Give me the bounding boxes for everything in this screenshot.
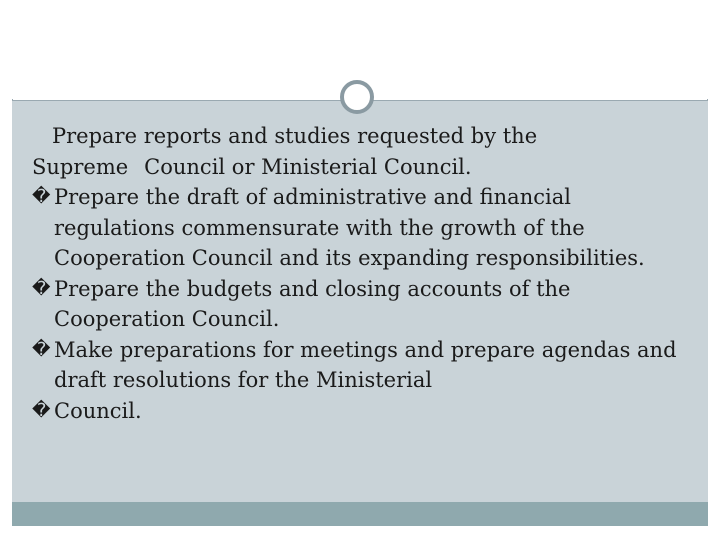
- bullet-icon: �: [32, 338, 51, 360]
- bullet-text: Prepare the budgets and closing accounts of the Cooperation Council.: [54, 276, 571, 331]
- intro-line-2-part-b: Council or Ministerial Council.: [144, 154, 472, 179]
- bullet-text: Make preparations for meetings and prepare agendas and draft resolutions for the Ministerial: [54, 337, 677, 392]
- bullet-icon: �: [32, 186, 51, 207]
- body-text: [32, 121, 697, 426]
- bullet-icon: �: [32, 277, 51, 299]
- intro-line-2: [32, 152, 697, 183]
- intro-paragraph: [32, 121, 697, 182]
- intro-line-2-part-a: Supreme: [32, 154, 129, 179]
- bottom-bar: [12, 502, 708, 526]
- bullet-item: [32, 335, 697, 396]
- divider-circle: [340, 80, 374, 114]
- bullet-item: [32, 274, 697, 335]
- bullet-icon: �: [32, 399, 51, 421]
- bullet-item: [32, 182, 697, 274]
- bullet-text: Prepare the draft of administrative and financial regulations commensurate with the growth of the Cooperation Council and its expanding responsibilities.: [54, 185, 645, 270]
- bullet-text: Council.: [54, 398, 142, 423]
- bullet-item: [32, 396, 697, 427]
- intro-line-1: Prepare reports and studies requested by the: [52, 124, 538, 148]
